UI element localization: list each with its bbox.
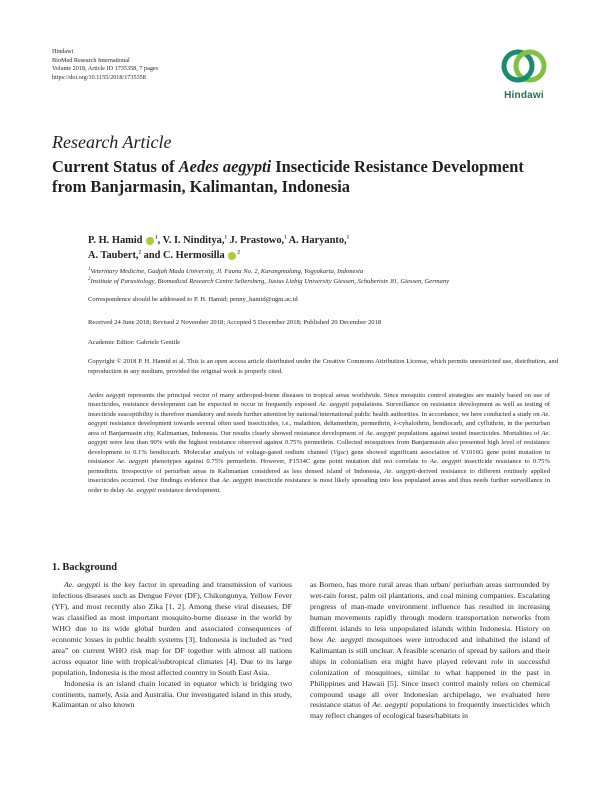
author-haryanto[interactable]: A. Haryanto, <box>286 235 347 246</box>
section-heading-background: 1. Background <box>52 562 118 573</box>
author-sup: 1 <box>155 235 158 241</box>
affiliation-sup: 2 <box>88 276 91 282</box>
abstract-text: phenotypes against 0.75% permethrin. However, F1534C gene point mutation did not correlate to <box>148 458 430 466</box>
species-name: Ae. aegypti <box>222 477 253 485</box>
author-taubert[interactable]: A. Taubert, <box>88 250 139 261</box>
species-name: Ae. aegypti <box>384 467 416 475</box>
title-part2: Insecticide Resistance Development from Banjarmasin, Kalimantan, Indonesia <box>52 157 524 196</box>
species-name: Ae. aegypti <box>64 580 101 589</box>
species-name: Ae. aegypti <box>372 700 408 710</box>
abstract-text: were less than 90% with the highest resistance observed against 0.75% permethrin. Collected mosquitoes from Banjarmasin also presented high level of resistance development to 0.1% bendiocarb. Molecular analysis of voltage-gated sodium channel ( <box>88 439 550 456</box>
abstract <box>88 391 550 495</box>
affiliation-sup: 1 <box>88 266 91 272</box>
species-name: Ae. aegypti <box>318 401 350 409</box>
body-text: populations to frequently insecticides which may reflect changes of ecological bases/habitats in <box>310 700 550 721</box>
orcid-icon[interactable] <box>228 252 236 260</box>
affiliation-2 <box>88 277 558 287</box>
body-text: mosquitoes were introduced and inhabited the island of Kalimantan is still unclear. A feasible scenario of spread by sailors and their ships in colonialism era might have played relevant role in successful colonization of mosquitoes, similar to what happened in the past in Philippines and Hawaii [5]. Since insect control mainly relies on chemical compound usage all over Indonesian archipelago, we evaluated here resistance status of <box>310 634 550 710</box>
body-text: is the key factor in spreading and transmission of various infectious diseases such as Dengue Fever (DF), Chikungunya, Yellow Fever (YF), and most recently also Zika [1, 2]. Among these viral diseases, DF was classified as most important mosquito-borne disease in the world by WHO due to its wide global burden and associated consequences of economic losses in public health systems [3]. Indonesia is included as “red area” on current WHO risk map for DF together with almost all nations across equator line with tropical/subtropical climates [4]. Due to its large population, Indonesia is the most affected country in South East Asia. <box>52 580 292 677</box>
author-sup: 1 <box>346 235 350 241</box>
body-paragraph <box>52 580 292 679</box>
affiliation-text: Veterinary Medicine, Gadjah Mada University, Jl. Fauna No. 2, Karangmalang, Yogyakarta, Indonesia <box>90 268 364 275</box>
logo-wordmark: Hindawi <box>504 90 544 101</box>
doi-link[interactable]: https://doi.org/10.1155/2018/1735358 <box>52 73 146 81</box>
publisher-name: Hindawi <box>52 48 74 55</box>
abstract-text: -derived resistance to different routinely applied insecticides occurred. Our findings evidence that <box>88 467 550 485</box>
abstract-text: resistance development towards several often used insecticides, i.e., malathion, deltamethrin, permethrin, λ-cyhalothrin, bendiocarb, and cyfluthrin, in the periurban area of Banjarmasin city, Kalimantan, Indonesia. Our results clearly showed resistance development of <box>88 420 550 437</box>
title-species: Aedes aegypti <box>178 157 272 176</box>
orcid-icon[interactable] <box>146 237 154 245</box>
paper-title <box>52 157 552 197</box>
species-name: Ae. aegypti <box>326 634 364 644</box>
species-name: Ae. aegypti <box>365 429 396 437</box>
author-prastowo[interactable]: J. Prastowo, <box>226 235 285 246</box>
species-name: Ae. aegypti <box>88 429 550 447</box>
body-paragraph <box>310 580 550 722</box>
body-paragraph: Indonesia is an island chain located in equator which is bridging two continents, namely, Asia and Australia. Our investigated island in this study, Kalimantan or also known <box>52 678 292 710</box>
species-name: Ae. aegypti <box>126 486 156 494</box>
author-sup: 1 <box>284 235 287 241</box>
correspondence: Correspondence should be addressed to P. H. Hamid; penny_hamid@ugm.ac.id <box>88 296 298 303</box>
species-name: Ae. aegypti <box>117 458 149 466</box>
copyright-notice: Copyright © 2018 P. H. Hamid et al. This is an open access article distributed under the Creative Commons Attribution License, which permits unrestricted use, distribution, and reproduction in any medium, provided the original work is properly cited. <box>88 358 558 375</box>
author-sup: 2 <box>237 250 240 256</box>
species-name: Ae. aegypti <box>429 458 462 466</box>
volume-line: Volume 2018, Article ID 1735358, 7 pages <box>52 65 159 73</box>
body-column-left <box>52 580 292 711</box>
publication-dates: Received 24 June 2018; Revised 2 November 2018; Accepted 5 December 2018; Published 20 December 2018 <box>88 319 382 326</box>
author-ninditya[interactable]: , V. I. Ninditya, <box>157 235 225 246</box>
article-type: Research Article <box>52 132 172 152</box>
body-text: as Borneo, has more rural areas than urban/ periurban areas surrounded by wet-rain forest, palm oil plantations, and coal mining companies. Escalating progress of man-made environment influence has resulted in increasing human movements rapidly through modern transportation networks from different islands to less unpopulated islands within Indonesia. History on how <box>310 580 550 644</box>
abstract-text: resistance development. <box>155 486 221 494</box>
hindawi-logo <box>496 46 552 106</box>
hindawi-logo-icon <box>496 46 552 90</box>
affiliation-1 <box>88 267 558 277</box>
author-hermosilla[interactable]: and C. Hermosilla <box>141 250 225 261</box>
author-list <box>88 233 548 263</box>
body-column-right <box>310 580 550 722</box>
species-name: Ae. aegypti <box>88 410 550 428</box>
abstract-text: populations. Surveillance on resistance development as well as testing of insecticide susceptibility is therefore mandatory and needs further attention by national/international public health authorities. In accordance, we here conducted a study on <box>88 401 550 418</box>
abstract-text: populations against tested insecticides. Mortalities of <box>395 429 542 437</box>
affiliation-text: Institute of Parasitology, Biomedical Research Centre Seltersberg, Justus Liebig University Giessen, Schubertstr. 81, Giessen, Germany <box>90 278 450 285</box>
abstract-text: insecticide resistance to 0.75% permethrin. Irrespective of periurban areas in Kalimantan considered as less densed island of Indonesia, <box>88 458 550 475</box>
author-sup: 2 <box>138 250 142 256</box>
author-sup: 1 <box>224 235 227 241</box>
journal-meta <box>52 48 158 82</box>
affiliations <box>88 267 558 287</box>
title-part1: Current Status of <box>52 157 179 176</box>
author-hamid[interactable]: P. H. Hamid <box>88 235 143 246</box>
species-name: Aedes aegypti <box>88 392 126 399</box>
abstract-text: represents the principal vector of many arthropod-borne diseases in tropical areas worldwide. Since mosquito control strategies are mainly based on use of insecticides, resistance development can be expected to occur in frequently exposed <box>88 392 550 409</box>
gene-name: Vgsc <box>333 448 346 456</box>
abstract-text: insecticide resistance is most likely spreading into less populated areas and thus needs further surveillance in order to delay <box>88 477 550 494</box>
academic-editor: Academic Editor: Gabriele Gentile <box>88 339 181 346</box>
abstract-text: ) gene showed significant association of V1016G gene point mutation in resistance <box>88 448 550 466</box>
journal-name: BioMed Research International <box>52 56 130 64</box>
